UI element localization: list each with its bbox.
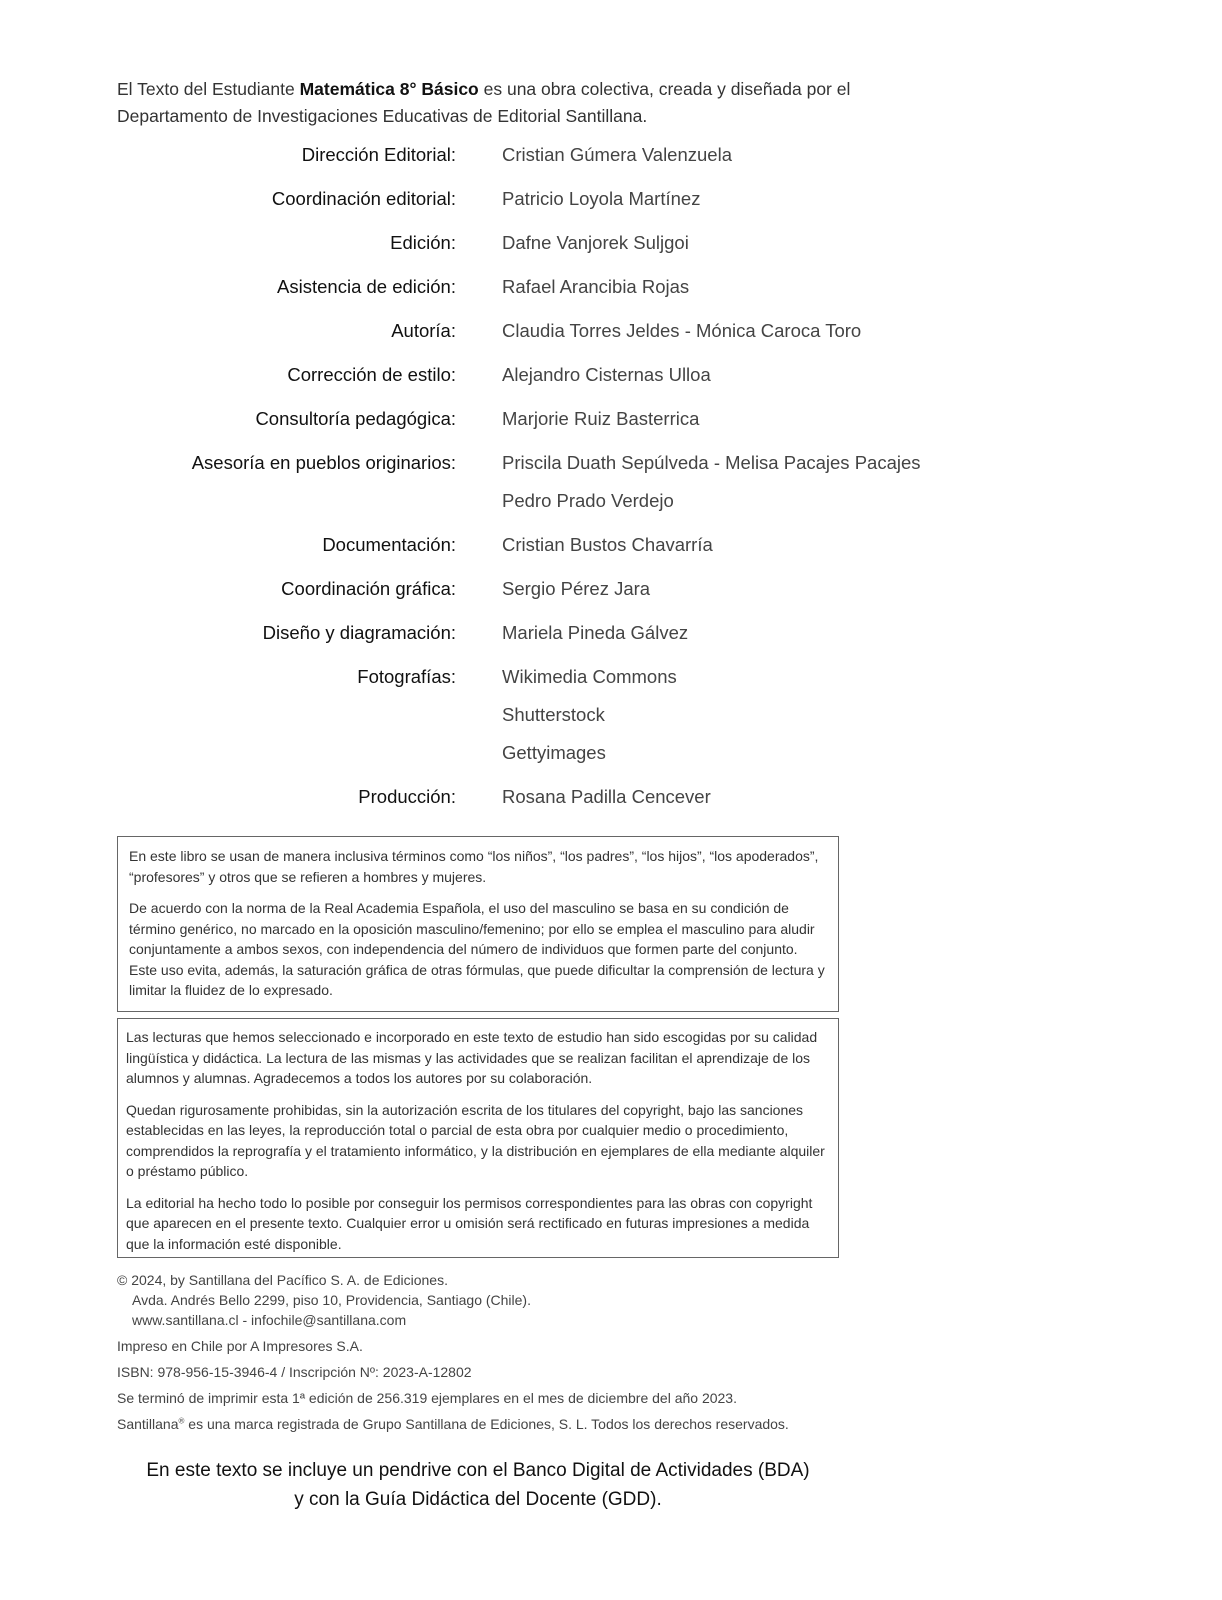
- credit-role: Edición:: [390, 232, 456, 253]
- credit-role: Consultoría pedagógica:: [255, 408, 456, 429]
- notice-paragraph: La editorial ha hecho todo lo posible por conseguir los permisos correspondientes para las obras con copyright que aparecen en el presente texto. Cualquier error u omisión será rectificado en futuras impresiones a medida que la información esté disponible.: [126, 1194, 813, 1252]
- credit-row: [0, 228, 1222, 272]
- credit-name: Alejandro Cisternas Ulloa: [502, 364, 711, 385]
- credit-role: Producción:: [358, 786, 456, 807]
- credit-row: [0, 360, 1222, 404]
- credit-row-continued: [0, 738, 1222, 782]
- credit-name: Patricio Loyola Martínez: [502, 188, 701, 209]
- pendrive-note-line2: y con la Guía Didáctica del Docente (GDD).: [294, 1489, 662, 1510]
- credit-row: [0, 618, 1222, 662]
- notice-paragraph: Quedan rigurosamente prohibidas, sin la autorización escrita de los titulares del copyright, bajo las sanciones establecidas en las leyes, la reproducción total o parcial de esta obra por cualquier medio o procedimiento, comprendidos la reprografía y el tratamiento informático, y la distribución en ejemplares de ella mediante alquiler o préstamo público.: [126, 1101, 825, 1179]
- credit-role: Corrección de estilo:: [287, 364, 456, 385]
- notice-paragraph: En este libro se usan de manera inclusiva términos como “los niños”, “los padres”, “los hijos”, “los apoderados”, “profesores” y otros que se refieren a hombres y mujeres.: [129, 848, 819, 885]
- intro-post: es una obra colectiva, creada y diseñada por el Departamento de Investigaciones Educativas de Editorial Santillana.: [117, 79, 851, 126]
- legal-info: [117, 1270, 877, 1434]
- credit-name: Cristian Gúmera Valenzuela: [502, 144, 732, 165]
- credit-row: [0, 316, 1222, 360]
- credit-name: Dafne Vanjorek Suljgoi: [502, 232, 689, 253]
- credit-name: Cristian Bustos Chavarría: [502, 534, 713, 555]
- intro-paragraph: [117, 76, 877, 130]
- credit-name: Marjorie Ruiz Basterrica: [502, 408, 700, 429]
- address-line: Avda. Andrés Bello 2299, piso 10, Providencia, Santiago (Chile).: [132, 1292, 531, 1308]
- credit-name: Mariela Pineda Gálvez: [502, 622, 689, 643]
- credit-row-continued: [0, 486, 1222, 530]
- notice-paragraph: De acuerdo con la norma de la Real Academia Española, el uso del masculino se basa en su condición de término genérico, no marcado en la oposición masculino/femenino; por ello se emplea el masculino para aludir conjuntamente a ambos sexos, con independencia del número de individuos que formen parte del conjunto. Este uso evita, además, la saturación gráfica de otras fórmulas, que puede dificultar la comprensión de lectura y limitar la fluidez de lo expresado.: [129, 900, 825, 998]
- credit-row: [0, 448, 1222, 486]
- credit-name: Priscila Duath Sepúlveda - Melisa Pacajes Pacajes: [502, 452, 921, 473]
- credit-role: Documentación:: [322, 534, 456, 555]
- credit-name: Gettyimages: [502, 742, 606, 763]
- credit-row: [0, 782, 1222, 826]
- printer-line: Impreso en Chile por A Impresores S.A.: [117, 1338, 363, 1354]
- credit-row: [0, 140, 1222, 184]
- trademark-text: es una marca registrada de Grupo Santillana de Ediciones, S. L. Todos los derechos reservados.: [184, 1416, 789, 1432]
- pendrive-note-line1: En este texto se incluye un pendrive con el Banco Digital de Actividades (BDA): [146, 1460, 810, 1481]
- registered-mark: ®: [178, 1416, 185, 1426]
- credit-name: Claudia Torres Jeldes - Mónica Caroca Toro: [502, 320, 862, 341]
- book-title: Matemática 8° Básico: [299, 79, 479, 99]
- credit-name: Wikimedia Commons: [502, 666, 677, 687]
- credit-role: Coordinación editorial:: [271, 188, 456, 209]
- isbn-line: ISBN: 978-956-15-3946-4 / Inscripción Nº: 2023-A-12802: [117, 1364, 472, 1380]
- brand-name: Santillana: [117, 1416, 179, 1432]
- credit-role: Asesoría en pueblos originarios:: [191, 452, 456, 473]
- credit-role: Diseño y diagramación:: [262, 622, 456, 643]
- credit-row-continued: [0, 700, 1222, 738]
- web-line: www.santillana.cl - infochile@santillana.com: [132, 1312, 407, 1328]
- pendrive-note: [117, 1456, 839, 1514]
- credit-name: Sergio Pérez Jara: [502, 578, 651, 599]
- copyright-notice: [117, 1018, 839, 1258]
- notice-paragraph: Las lecturas que hemos seleccionado e incorporado en este texto de estudio han sido escogidas por su calidad lingüística y didáctica. La lectura de las mismas y las actividades que se realizan facilitan el aprendizaje de los alumnos y alumnas. Agradecemos a todos los autores por su colaboración.: [126, 1029, 818, 1086]
- credit-row: [0, 272, 1222, 316]
- edition-line: Se terminó de imprimir esta 1ª edición de 256.319 ejemplares en el mes de diciembre del año 2023.: [117, 1390, 737, 1406]
- credit-row: [0, 530, 1222, 574]
- credit-role: Coordinación gráfica:: [281, 578, 456, 599]
- credit-role: Asistencia de edición:: [277, 276, 456, 297]
- credits-list: [0, 140, 1222, 826]
- credit-role: Autoría:: [391, 320, 456, 341]
- credit-name: Rafael Arancibia Rojas: [502, 276, 690, 297]
- credit-role: Dirección Editorial:: [301, 144, 456, 165]
- credit-name: Pedro Prado Verdejo: [502, 490, 674, 511]
- trademark-line: [117, 1414, 877, 1434]
- credit-name: Rosana Padilla Cencever: [502, 786, 711, 807]
- copyright-line: © 2024, by Santillana del Pacífico S. A. de Ediciones.: [117, 1272, 448, 1288]
- credit-name: Shutterstock: [502, 704, 605, 725]
- credit-role: Fotografías:: [357, 666, 456, 687]
- credit-row: [0, 662, 1222, 700]
- intro-pre: El Texto del Estudiante: [117, 79, 300, 99]
- inclusive-language-notice: [117, 836, 839, 1012]
- credit-row: [0, 184, 1222, 228]
- credit-row: [0, 404, 1222, 448]
- credit-row: [0, 574, 1222, 618]
